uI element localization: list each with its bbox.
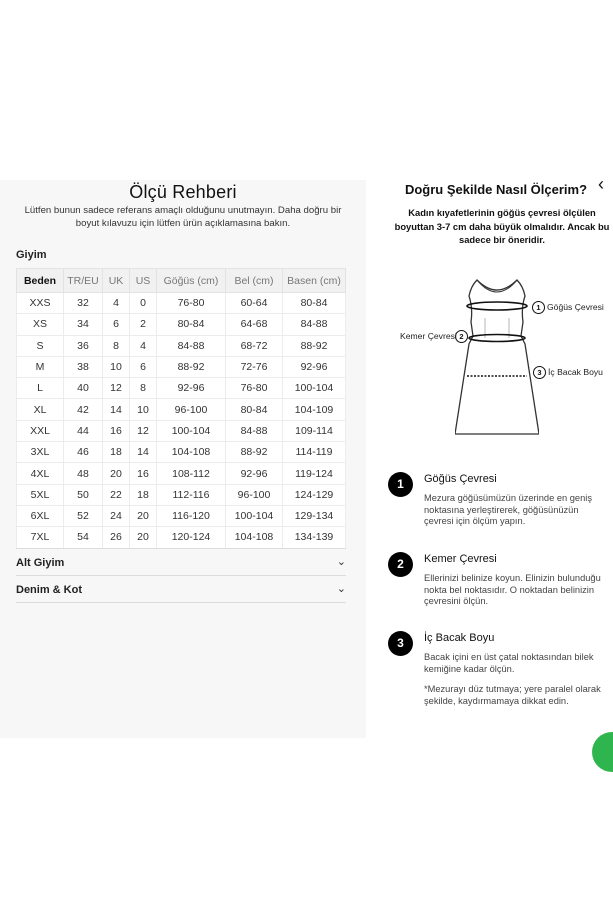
measure-cell: 2: [130, 314, 157, 335]
measure-cell: 6: [130, 356, 157, 377]
measure-cell: 80-84: [157, 314, 226, 335]
chest-label: Göğüs Çevresi: [547, 302, 604, 312]
measure-cell: 92-96: [283, 356, 346, 377]
measure-cell: 92-96: [226, 463, 283, 484]
dress-illustration-icon: [455, 278, 539, 436]
size-guide-title: Ölçü Rehberi: [129, 182, 237, 202]
waist-marker: 2: [455, 330, 468, 343]
measure-cell: 104-109: [283, 399, 346, 420]
measure-cell: 20: [130, 505, 157, 526]
size-cell: XL: [17, 399, 64, 420]
col-header: Basen (cm): [283, 269, 346, 293]
measure-cell: 84-88: [157, 335, 226, 356]
measure-guide-subtitle: Kadın kıyafetlerinin göğüs çevresi ölçülen boyuttan 3-7 cm daha büyük olmalıdır. Ancak bu sadece bir öneridir.: [394, 207, 610, 245]
size-table-header: [17, 269, 346, 293]
measure-cell: 16: [103, 420, 130, 441]
measure-cell: 18: [130, 484, 157, 505]
size-cell: 3XL: [17, 442, 64, 463]
measure-cell: 20: [103, 463, 130, 484]
measure-cell: 109-114: [283, 420, 346, 441]
size-cell: 6XL: [17, 505, 64, 526]
measure-cell: 84-88: [226, 420, 283, 441]
size-cell: XS: [17, 314, 64, 335]
accordion-bottoms[interactable]: [16, 548, 346, 575]
size-cell: XXL: [17, 420, 64, 441]
measure-cell: 4: [130, 335, 157, 356]
measure-cell: 22: [103, 484, 130, 505]
measure-cell: 100-104: [283, 378, 346, 399]
measure-cell: 96-100: [157, 399, 226, 420]
size-table: [16, 268, 346, 549]
measure-guide-title: Doğru Şekilde Nasıl Ölçerim?: [404, 182, 588, 197]
measure-cell: 46: [64, 442, 103, 463]
measure-cell: 64-68: [226, 314, 283, 335]
table-row: [17, 335, 346, 356]
measure-cell: 88-92: [157, 356, 226, 377]
measure-cell: 50: [64, 484, 103, 505]
measure-cell: 10: [130, 399, 157, 420]
table-row: [17, 505, 346, 526]
size-cell: 5XL: [17, 484, 64, 505]
measure-cell: 76-80: [226, 378, 283, 399]
measure-cell: 88-92: [283, 335, 346, 356]
step-text: Mezura göğüsümüzün üzerinde en geniş noktasına yerleştirerek, göğüsünüzün çevresi için ölçüm yapın.: [424, 493, 592, 527]
col-header: TR/EU: [64, 269, 103, 293]
measure-cell: 6: [103, 314, 130, 335]
step-number: 3: [388, 631, 413, 656]
measure-cell: 119-124: [283, 463, 346, 484]
chevron-down-icon: ⌄: [336, 556, 346, 568]
measure-cell: 4: [103, 293, 130, 314]
measure-cell: 8: [130, 378, 157, 399]
section-label-clothing: Giyim: [16, 249, 47, 261]
measure-cell: 32: [64, 293, 103, 314]
measure-cell: 96-100: [226, 484, 283, 505]
measure-cell: 108-112: [157, 463, 226, 484]
measure-cell: 20: [130, 527, 157, 548]
measure-cell: 12: [130, 420, 157, 441]
measure-cell: 38: [64, 356, 103, 377]
step-note: *Mezurayı düz tutmaya; yere paralel olarak şekilde, kaydırmamaya dikkat edin.: [424, 684, 601, 706]
inseam-label: İç Bacak Boyu: [548, 367, 603, 377]
measure-cell: 60-64: [226, 293, 283, 314]
measure-cell: 18: [103, 442, 130, 463]
step-number: 2: [388, 552, 413, 577]
measure-cell: 80-84: [283, 293, 346, 314]
step-title: Kemer Çevresi: [424, 553, 497, 565]
accordion-denim[interactable]: [16, 575, 346, 602]
measure-cell: 92-96: [157, 378, 226, 399]
step-text: Ellerinizi belinize koyun. Elinizin bulunduğu nokta bel noktasıdır. O noktadan belinizin çevresini ölçün.: [424, 573, 601, 607]
measure-cell: 24: [103, 505, 130, 526]
step-number: 1: [388, 472, 413, 497]
measure-cell: 52: [64, 505, 103, 526]
measure-cell: 114-119: [283, 442, 346, 463]
size-cell: 7XL: [17, 527, 64, 548]
step-text: Bacak içini en üst çatal noktasından bilek kemiğine kadar ölçün.: [424, 652, 594, 674]
measure-cell: 42: [64, 399, 103, 420]
col-header: US: [130, 269, 157, 293]
measure-cell: 14: [130, 442, 157, 463]
measure-cell: 14: [103, 399, 130, 420]
table-row: [17, 314, 346, 335]
measure-cell: 8: [103, 335, 130, 356]
measure-cell: 72-76: [226, 356, 283, 377]
measure-cell: 40: [64, 378, 103, 399]
measure-cell: 36: [64, 335, 103, 356]
measure-cell: 44: [64, 420, 103, 441]
size-cell: 4XL: [17, 463, 64, 484]
chat-button[interactable]: [592, 732, 613, 772]
measure-cell: 116-120: [157, 505, 226, 526]
waist-label: Kemer Çevresi: [400, 331, 457, 341]
measure-cell: 10: [103, 356, 130, 377]
table-row: [17, 463, 346, 484]
size-guide-subtitle: Lütfen bunun sadece referans amaçlı olduğunu unutmayın. Daha doğru bir boyut kılavuzu için lütfen ürün açıklamasına bakın.: [24, 205, 342, 229]
accordion-label: Alt Giyim: [16, 557, 65, 569]
table-row: [17, 399, 346, 420]
measure-cell: 124-129: [283, 484, 346, 505]
measure-cell: 100-104: [226, 505, 283, 526]
measure-cell: 120-124: [157, 527, 226, 548]
size-cell: L: [17, 378, 64, 399]
table-row: [17, 527, 346, 548]
measure-cell: 112-116: [157, 484, 226, 505]
table-row: [17, 356, 346, 377]
measure-cell: 76-80: [157, 293, 226, 314]
close-icon[interactable]: ‹: [598, 174, 604, 194]
measure-cell: 0: [130, 293, 157, 314]
measure-cell: 129-134: [283, 505, 346, 526]
chest-marker: 1: [532, 301, 545, 314]
table-row: [17, 378, 346, 399]
col-header: UK: [103, 269, 130, 293]
measure-cell: 54: [64, 527, 103, 548]
size-cell: M: [17, 356, 64, 377]
divider: [16, 602, 346, 603]
col-header: Bel (cm): [226, 269, 283, 293]
measure-cell: 34: [64, 314, 103, 335]
table-row: [17, 442, 346, 463]
table-row: [17, 420, 346, 441]
measure-cell: 104-108: [226, 527, 283, 548]
measure-cell: 84-88: [283, 314, 346, 335]
step-title: Göğüs Çevresi: [424, 473, 497, 485]
table-row: [17, 484, 346, 505]
size-cell: XXS: [17, 293, 64, 314]
measure-cell: 12: [103, 378, 130, 399]
inseam-marker: 3: [533, 366, 546, 379]
size-cell: S: [17, 335, 64, 356]
measure-cell: 88-92: [226, 442, 283, 463]
measure-cell: 48: [64, 463, 103, 484]
col-header: Beden: [17, 269, 64, 293]
measure-cell: 68-72: [226, 335, 283, 356]
col-header: Göğüs (cm): [157, 269, 226, 293]
chevron-down-icon: ⌄: [336, 583, 346, 595]
measure-cell: 100-104: [157, 420, 226, 441]
measure-cell: 26: [103, 527, 130, 548]
measure-cell: 104-108: [157, 442, 226, 463]
measure-cell: 134-139: [283, 527, 346, 548]
table-row: [17, 293, 346, 314]
step-title: İç Bacak Boyu: [424, 632, 495, 644]
measure-cell: 16: [130, 463, 157, 484]
accordion-label: Denim & Kot: [16, 584, 82, 596]
measure-cell: 80-84: [226, 399, 283, 420]
